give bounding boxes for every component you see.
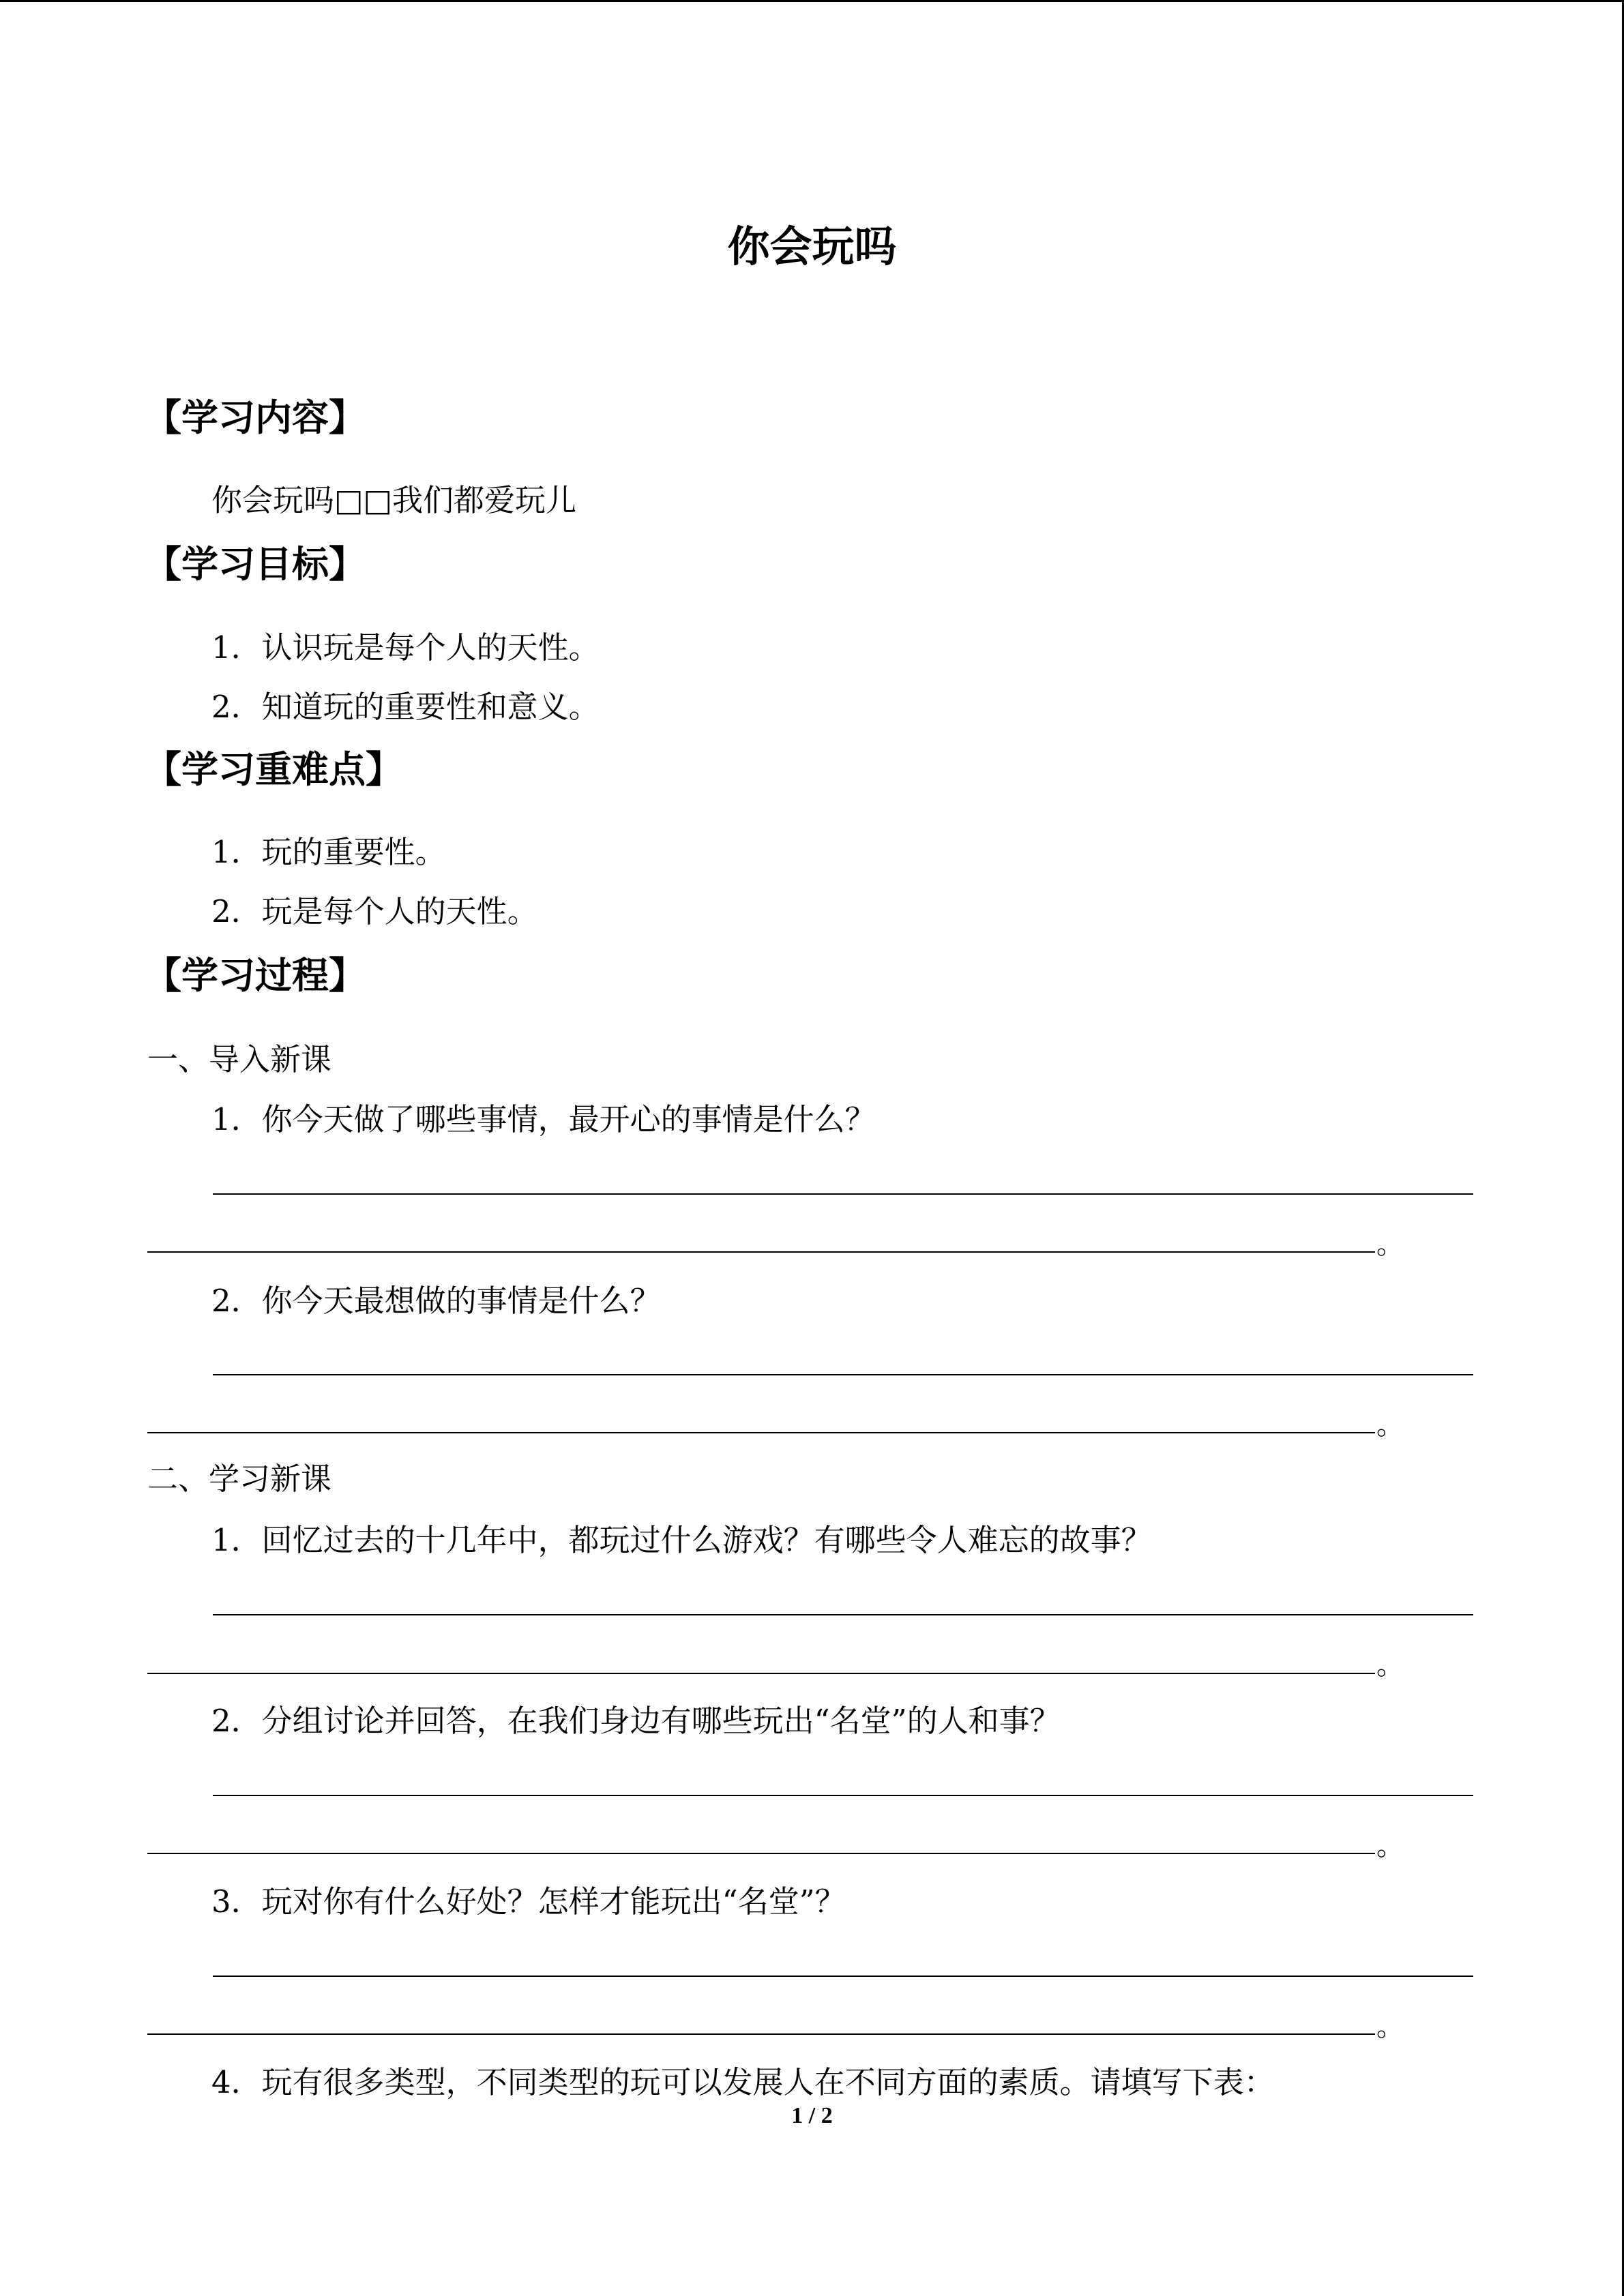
answer-line[interactable] bbox=[147, 1251, 1375, 1253]
part2-question: 1．回忆过去的十几年中，都玩过什么游戏？有哪些令人难忘的故事？ bbox=[211, 1522, 1152, 1558]
heading-learning-goals: 【学习目标】 bbox=[145, 543, 366, 586]
answer-end-mark: 。 bbox=[1376, 2011, 1404, 2042]
answer-end-mark: 。 bbox=[1376, 1410, 1404, 1441]
learning-content-text: 你会玩吗□□我们都爱玩儿 bbox=[211, 482, 577, 518]
goal-item: 1．认识玩是每个人的天性。 bbox=[211, 629, 600, 666]
answer-line[interactable] bbox=[213, 1976, 1473, 1977]
answer-line[interactable] bbox=[147, 1432, 1375, 1433]
keypoint-item: 1．玩的重要性。 bbox=[211, 834, 446, 870]
goal-item: 2．知道玩的重要性和意义。 bbox=[211, 689, 600, 725]
keypoint-item: 2．玩是每个人的天性。 bbox=[211, 893, 538, 929]
answer-line[interactable] bbox=[147, 1673, 1375, 1674]
heading-key-points: 【学习重难点】 bbox=[145, 748, 402, 791]
page-top-border bbox=[0, 0, 1624, 2]
answer-end-mark: 。 bbox=[1376, 1650, 1404, 1681]
part2-question: 2．分组讨论并回答，在我们身边有哪些玩出“名堂”的人和事？ bbox=[211, 1703, 1061, 1739]
answer-line[interactable] bbox=[147, 2033, 1375, 2035]
part2-question: 3．玩对你有什么好处？怎样才能玩出“名堂”？ bbox=[211, 1883, 846, 1920]
heading-learning-process: 【学习过程】 bbox=[145, 954, 366, 997]
answer-line[interactable] bbox=[213, 1795, 1473, 1796]
answer-line[interactable] bbox=[147, 1853, 1375, 1854]
answer-end-mark: 。 bbox=[1376, 1229, 1404, 1260]
page-number: 1 / 2 bbox=[791, 2103, 833, 2128]
part1-question: 1．你今天做了哪些事情，最开心的事情是什么？ bbox=[211, 1101, 876, 1137]
answer-line[interactable] bbox=[213, 1193, 1473, 1195]
part1-title: 一、导入新课 bbox=[147, 1041, 332, 1077]
answer-line[interactable] bbox=[213, 1614, 1473, 1615]
answer-line[interactable] bbox=[213, 1374, 1473, 1375]
document-title: 你会玩吗 bbox=[727, 222, 897, 271]
part2-question: 4．玩有很多类型，不同类型的玩可以发展人在不同方面的素质。请填写下表： bbox=[211, 2064, 1275, 2100]
part2-title: 二、学习新课 bbox=[147, 1461, 332, 1497]
answer-end-mark: 。 bbox=[1376, 1830, 1404, 1862]
heading-learning-content: 【学习内容】 bbox=[145, 396, 366, 439]
part1-question: 2．你今天最想做的事情是什么？ bbox=[211, 1283, 661, 1319]
